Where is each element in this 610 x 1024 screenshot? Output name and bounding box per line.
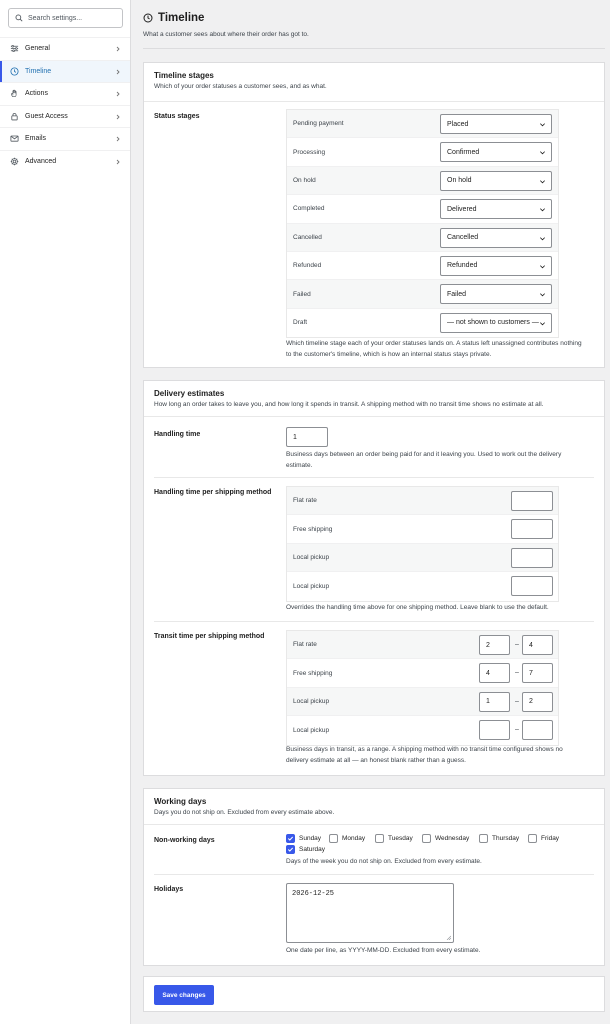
day-checkbox-monday[interactable] <box>329 834 365 843</box>
sidebar-item-timeline[interactable] <box>0 60 130 83</box>
day-label: Wednesday <box>435 835 470 842</box>
divider <box>144 101 604 102</box>
chevron-right-icon <box>115 159 121 165</box>
stage-select[interactable] <box>440 228 552 248</box>
day-checkbox-wednesday[interactable] <box>422 834 469 843</box>
divider <box>154 874 594 875</box>
table-row <box>287 280 558 308</box>
sidebar-item-label: Actions <box>25 90 48 98</box>
card-subtitle: Days you do not ship on. Excluded from every estimate above. <box>154 809 335 816</box>
chevron-right-icon <box>115 91 121 97</box>
table-row <box>287 659 558 687</box>
stage-select[interactable] <box>440 171 552 191</box>
day-checkbox-friday[interactable] <box>528 834 559 843</box>
field-label: Transit time per shipping method <box>154 633 265 640</box>
page-title-text: Timeline <box>158 12 205 24</box>
stage-select[interactable] <box>440 142 552 162</box>
day-label: Sunday <box>299 835 322 842</box>
select-value: Delivered <box>447 205 477 213</box>
chevron-down-icon <box>539 178 546 185</box>
range-separator: – <box>515 726 519 734</box>
sidebar-item-emails[interactable] <box>0 127 130 150</box>
method-name: Flat rate <box>293 497 317 505</box>
chevron-right-icon <box>115 46 121 52</box>
table-row <box>287 138 558 166</box>
field-label: Holidays <box>154 886 184 893</box>
page-description: What a customer sees about where their order has got to. <box>143 31 309 38</box>
sidebar-item-label: Timeline <box>25 67 52 75</box>
table-row <box>287 110 558 138</box>
method-handling-input[interactable] <box>511 491 553 511</box>
input-value: 2 <box>529 698 533 706</box>
card-title: Delivery estimates <box>154 389 225 398</box>
chevron-down-icon <box>539 206 546 213</box>
sidebar-item-actions[interactable] <box>0 82 130 105</box>
select-value: — not shown to customers — <box>447 319 539 327</box>
checkbox[interactable] <box>375 834 384 843</box>
sidebar-item-guest-access[interactable] <box>0 105 130 128</box>
transit-max-input[interactable] <box>522 663 553 683</box>
method-name: Local pickup <box>293 582 330 590</box>
day-checkbox-sunday[interactable] <box>286 834 321 843</box>
field-label: Status stages <box>154 113 200 120</box>
transit-time-table <box>286 630 559 746</box>
day-label: Saturday <box>299 846 326 853</box>
save-button[interactable]: Save changes <box>154 985 214 1005</box>
help-text: Business days between an order being paid for and it leaving you. Used to work out the delivery estimate. <box>286 451 562 469</box>
gear-icon <box>10 157 19 166</box>
status-name: Cancelled <box>293 233 322 241</box>
method-name: Free shipping <box>293 525 333 533</box>
chevron-right-icon <box>115 136 121 142</box>
help-text: Overrides the handling time above for one shipping method. Leave blank to use the default. <box>286 604 549 611</box>
sidebar-item-label: Emails <box>25 135 47 143</box>
day-label: Friday <box>541 835 560 842</box>
resize-grip-icon[interactable] <box>446 935 451 940</box>
day-label: Tuesday <box>388 835 413 842</box>
status-name: Processing <box>293 148 326 156</box>
input-value: 1 <box>486 698 490 706</box>
chevron-down-icon <box>539 320 546 327</box>
holidays-textarea[interactable] <box>286 883 454 943</box>
method-name: Local pickup <box>293 726 330 734</box>
stage-select[interactable] <box>440 199 552 219</box>
input-value: 7 <box>529 669 533 677</box>
working-days-card <box>143 788 605 966</box>
range-separator: – <box>515 697 519 705</box>
envelope-icon <box>10 134 19 143</box>
transit-min-input[interactable] <box>479 635 510 655</box>
field-label: Handling time per shipping method <box>154 489 272 496</box>
timeline-stages-card <box>143 62 605 368</box>
method-name: Local pickup <box>293 553 330 561</box>
help-text: Days of the week you do not ship on. Excluded from every estimate. <box>286 858 482 865</box>
settings-sidebar <box>0 0 131 1024</box>
lock-icon <box>10 112 19 121</box>
card-subtitle: How long an order takes to leave you, and how long it spends in transit. A shipping method with no transit time shows no estimate at all. <box>154 401 544 408</box>
status-name: Pending payment <box>293 120 344 128</box>
clock-icon <box>10 67 19 76</box>
card-subtitle: Which of your order statuses a customer sees, and as what. <box>154 83 327 90</box>
select-value: Placed <box>447 120 469 128</box>
chevron-down-icon <box>539 291 546 298</box>
clock-icon <box>143 13 153 23</box>
help-text: Business days in transit, as a range. A shipping method with no transit time configured shows no delivery estimate at all — an honest blank rather than a guess. <box>286 746 563 764</box>
status-name: Completed <box>293 205 325 213</box>
divider <box>144 824 604 825</box>
checkbox[interactable] <box>286 834 295 843</box>
status-name: Refunded <box>293 262 322 270</box>
table-row <box>287 252 558 280</box>
sidebar-item-general[interactable] <box>0 37 130 60</box>
table-row <box>287 167 558 195</box>
transit-max-input[interactable] <box>522 720 553 740</box>
status-name: Draft <box>293 319 308 327</box>
chevron-right-icon <box>115 114 121 120</box>
sidebar-item-advanced[interactable] <box>0 150 130 173</box>
divider <box>154 477 594 478</box>
method-name: Free shipping <box>293 669 333 677</box>
select-value: Refunded <box>447 262 478 270</box>
table-row <box>287 572 558 600</box>
divider <box>154 621 594 622</box>
table-row <box>287 487 558 515</box>
sidebar-item-label: Guest Access <box>25 112 68 120</box>
hand-icon <box>10 89 19 98</box>
range-separator: – <box>515 669 519 677</box>
transit-max-input[interactable] <box>522 635 553 655</box>
help-text: One date per line, as YYYY-MM-DD. Excluded from every estimate. <box>286 947 481 954</box>
range-separator: – <box>515 641 519 648</box>
input-value: 4 <box>529 641 533 649</box>
help-text: Which timeline stage each of your order statuses lands on. A status left unassigned contributes nothing to the customer's timeline, which is how an internal status stays private. <box>286 340 582 358</box>
field-label: Handling time <box>154 431 201 438</box>
checkbox[interactable] <box>286 845 295 854</box>
table-row <box>287 309 558 337</box>
stage-select[interactable] <box>440 256 552 276</box>
status-stage-table <box>286 109 559 338</box>
transit-min-input[interactable] <box>479 692 510 712</box>
table-row <box>287 688 558 716</box>
card-title: Timeline stages <box>154 71 214 80</box>
method-name: Local pickup <box>293 697 330 705</box>
chevron-down-icon <box>539 235 546 242</box>
method-handling-input[interactable] <box>511 548 553 568</box>
select-value: Cancelled <box>447 234 479 242</box>
table-row <box>287 716 558 744</box>
table-row <box>287 515 558 543</box>
card-title: Working days <box>154 797 207 806</box>
field-label: Non-working days <box>154 837 215 844</box>
table-row <box>287 195 558 223</box>
input-value: 1 <box>293 433 297 441</box>
search-icon <box>15 14 23 22</box>
transit-min-input[interactable] <box>479 720 510 740</box>
sidebar-item-label: Advanced <box>25 157 57 165</box>
search-placeholder: Search settings... <box>28 14 83 22</box>
sidebar-item-label: General <box>25 45 50 53</box>
select-value: On hold <box>447 177 472 185</box>
chevron-down-icon <box>539 149 546 156</box>
method-handling-input[interactable] <box>511 519 553 539</box>
input-value: 4 <box>486 669 490 677</box>
select-value: Confirmed <box>447 148 480 156</box>
day-label: Monday <box>342 835 366 842</box>
checkbox[interactable] <box>528 834 537 843</box>
select-value: Failed <box>447 290 467 298</box>
status-name: Failed <box>293 290 311 298</box>
method-handling-input[interactable] <box>511 576 553 596</box>
per-method-handling-table <box>286 486 559 602</box>
settings-nav <box>0 37 130 172</box>
sliders-icon <box>10 44 19 53</box>
checkmark-icon <box>287 835 294 842</box>
delivery-estimates-card <box>143 380 605 776</box>
stage-select[interactable] <box>440 313 552 333</box>
method-name: Flat rate <box>293 641 317 649</box>
divider <box>143 48 605 49</box>
textarea-value: 2026-12-25 <box>292 890 335 898</box>
table-row <box>287 224 558 252</box>
status-name: On hold <box>293 176 316 184</box>
day-label: Thursday <box>492 835 520 842</box>
handling-time-input[interactable] <box>286 427 328 447</box>
divider <box>144 416 604 417</box>
stage-select[interactable] <box>440 284 552 304</box>
day-checkbox-thursday[interactable] <box>479 834 519 843</box>
stage-select[interactable] <box>440 114 552 134</box>
save-bar <box>143 976 605 1012</box>
checkbox[interactable] <box>422 834 431 843</box>
checkmark-icon <box>287 846 294 853</box>
chevron-down-icon <box>539 121 546 128</box>
search-input[interactable] <box>8 8 123 28</box>
checkbox[interactable] <box>329 834 338 843</box>
chevron-down-icon <box>539 263 546 270</box>
transit-max-input[interactable] <box>522 692 553 712</box>
transit-min-input[interactable] <box>479 663 510 683</box>
input-value: 2 <box>486 641 490 649</box>
chevron-right-icon <box>115 69 121 75</box>
checkbox[interactable] <box>479 834 488 843</box>
table-row <box>287 544 558 572</box>
day-checkbox-saturday[interactable] <box>286 845 325 854</box>
page-title <box>143 12 204 24</box>
day-checkbox-tuesday[interactable] <box>375 834 413 843</box>
table-row <box>287 631 558 659</box>
